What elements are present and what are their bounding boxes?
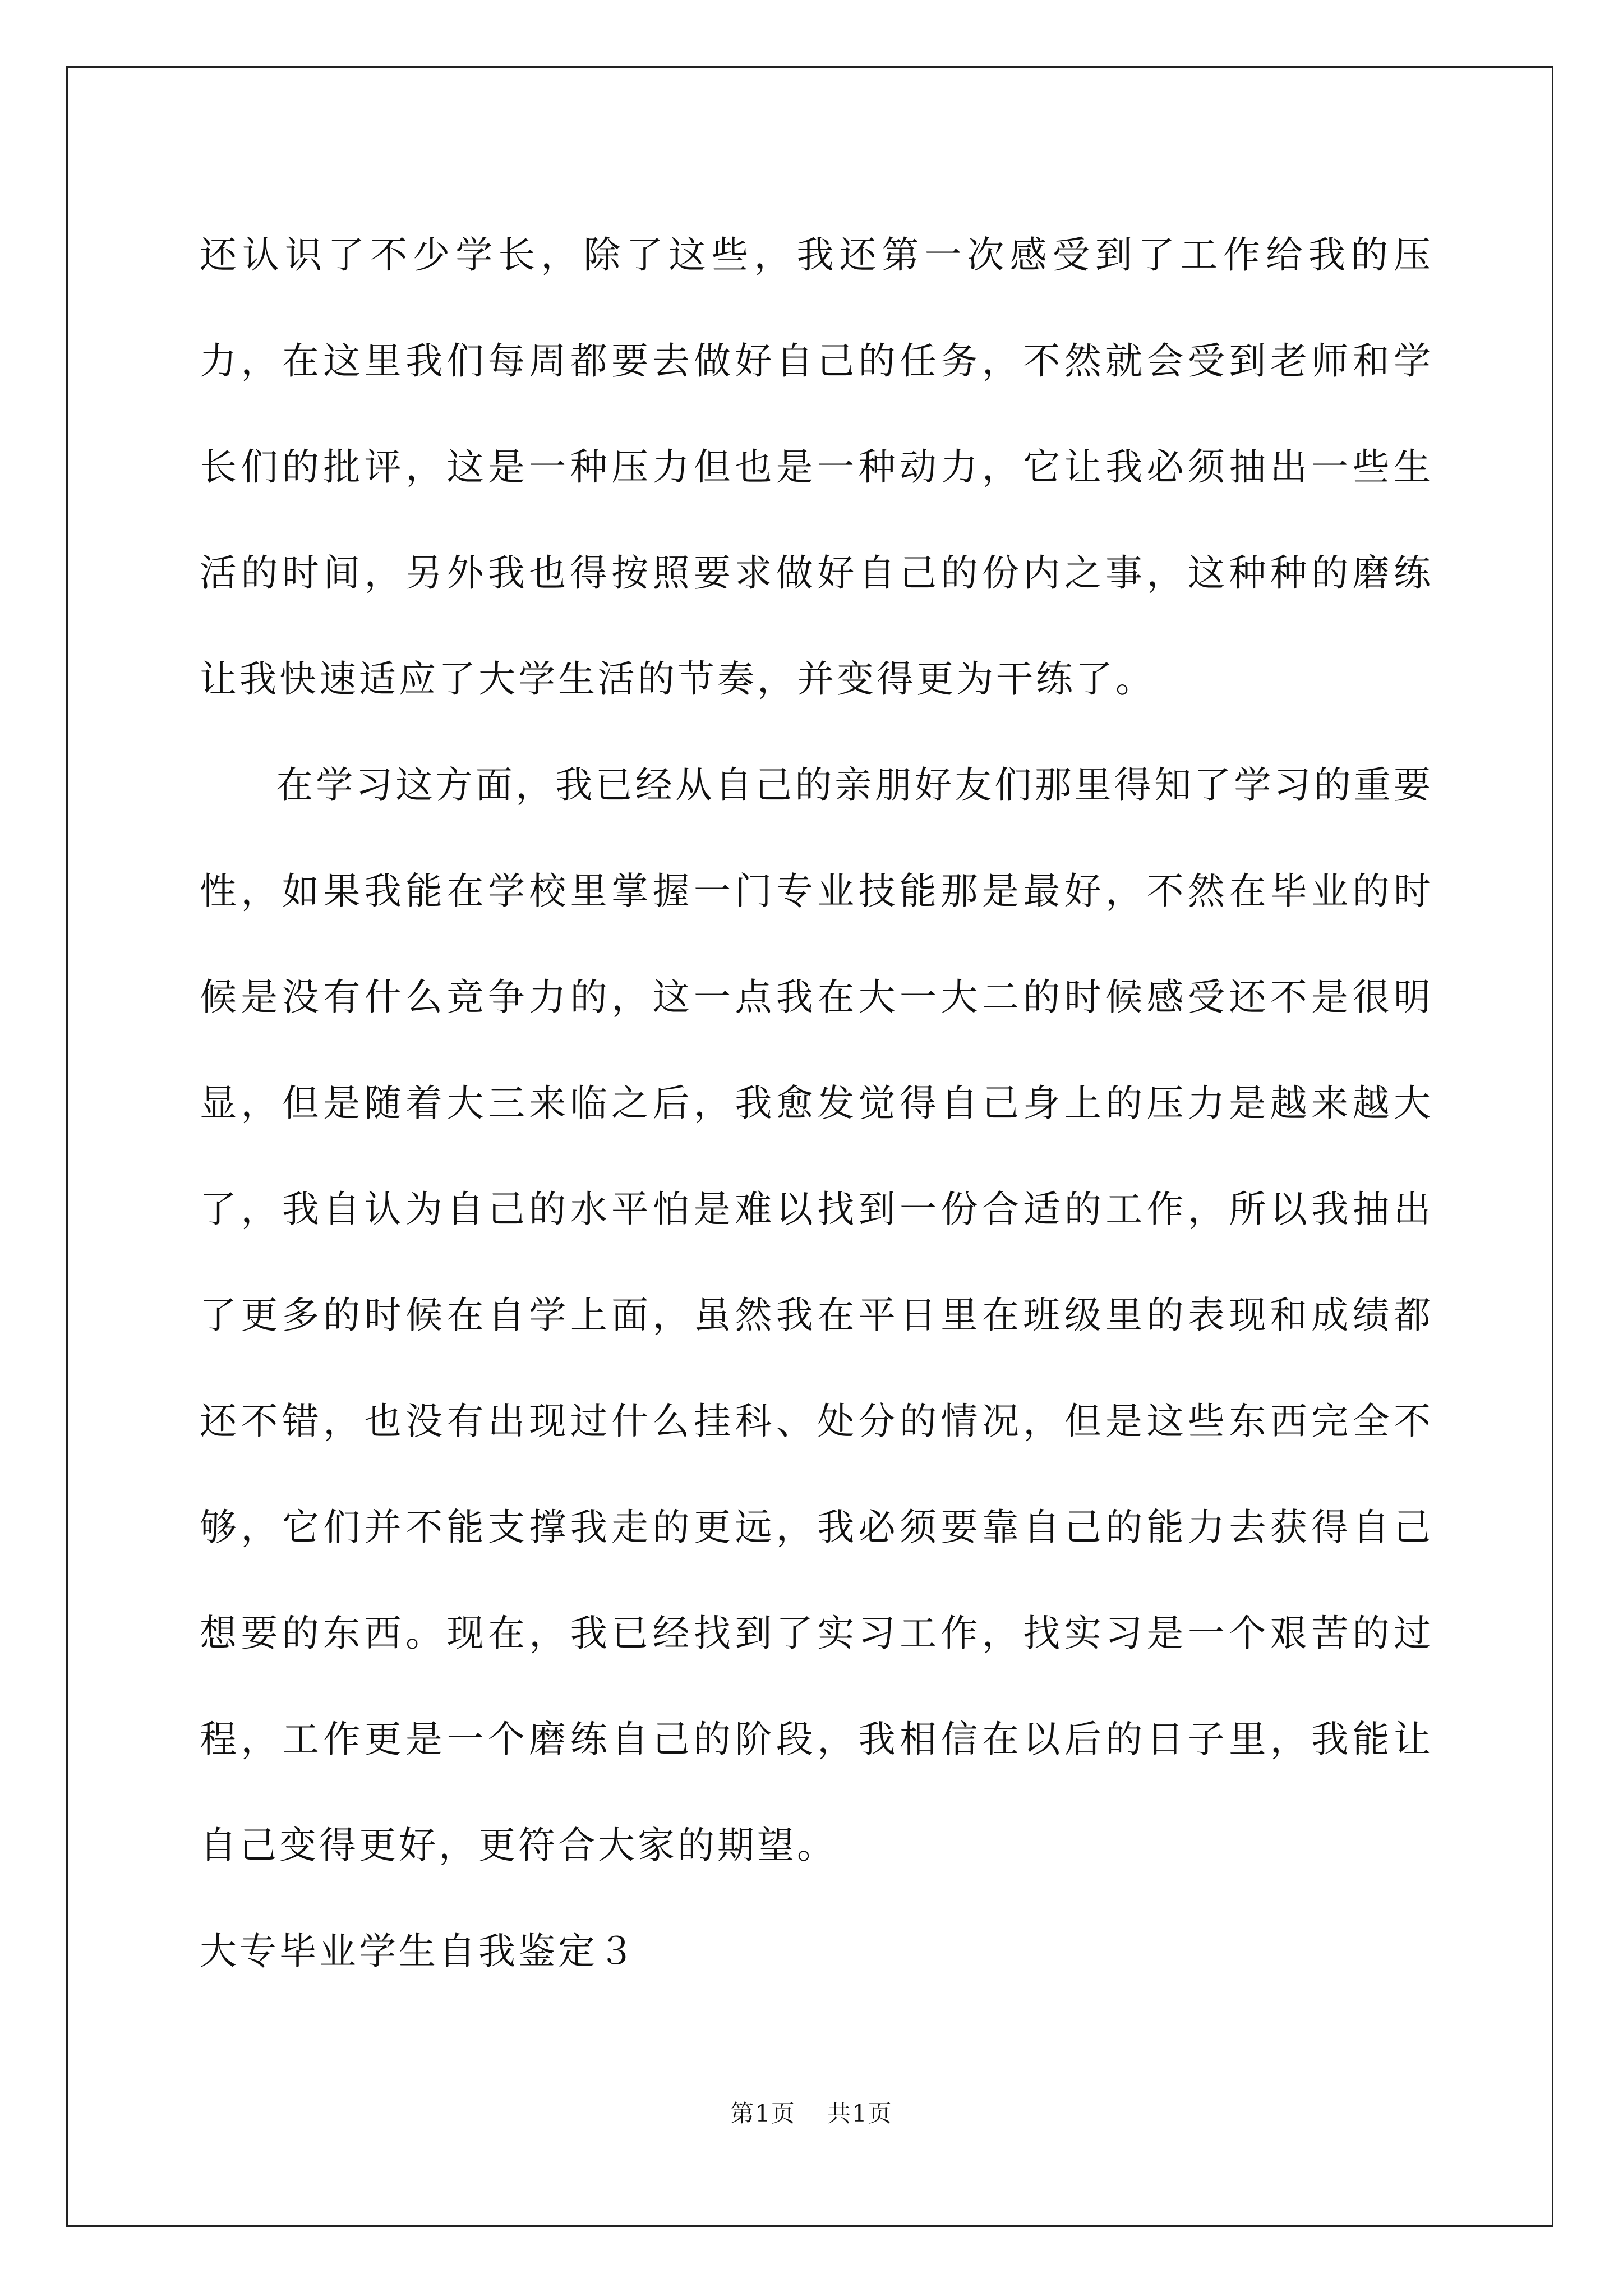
paragraph-2: 在学习这方面，我已经从自己的亲朋好友们那里得知了学习的重要性，如果我能在学校里掌握一门专业技能那是最好，不然在毕业的时候是没有什么竞争力的，这一点我在大一大二的时候感受还不是很明显，但是随着大三来临之后，我愈发觉得自己身上的压力是越来越大了，我自认为自己的水平怕是难以找到一份合适的工作，所以我抽出了更多的时候在自学上面，虽然我在平日里在班级里的表现和成绩都还不错，也没有出现过什么挂科、处分的情况，但是这些东西完全不够，它们并不能支撑我走的更远，我必须要靠自己的能力去获得自己想要的东西。现在，我已经找到了实习工作，找实习是一个艰苦的过程，工作更是一个磨练自己的阶段，我相信在以后的日子里，我能让自己变得更好，更符合大家的期望。	[200, 763, 1433, 1867]
section-heading: 大专毕业学生自我鉴定３	[200, 1930, 638, 1973]
document-body	[200, 202, 1433, 2004]
page-number: 第1页	[730, 2100, 796, 2127]
total-pages: 共1页	[827, 2100, 893, 2127]
page-footer	[0, 2095, 1623, 2129]
paragraph-1: 还认识了不少学长，除了这些，我还第一次感受到了工作给我的压力，在这里我们每周都要去做好自己的任务，不然就会受到老师和学长们的批评，这是一种压力但也是一种动力，它让我必须抽出一些生活的时间，另外我也得按照要求做好自己的份内之事，这种种的磨练让我快速适应了大学生活的节奏，并变得更为干练了。	[200, 233, 1433, 701]
